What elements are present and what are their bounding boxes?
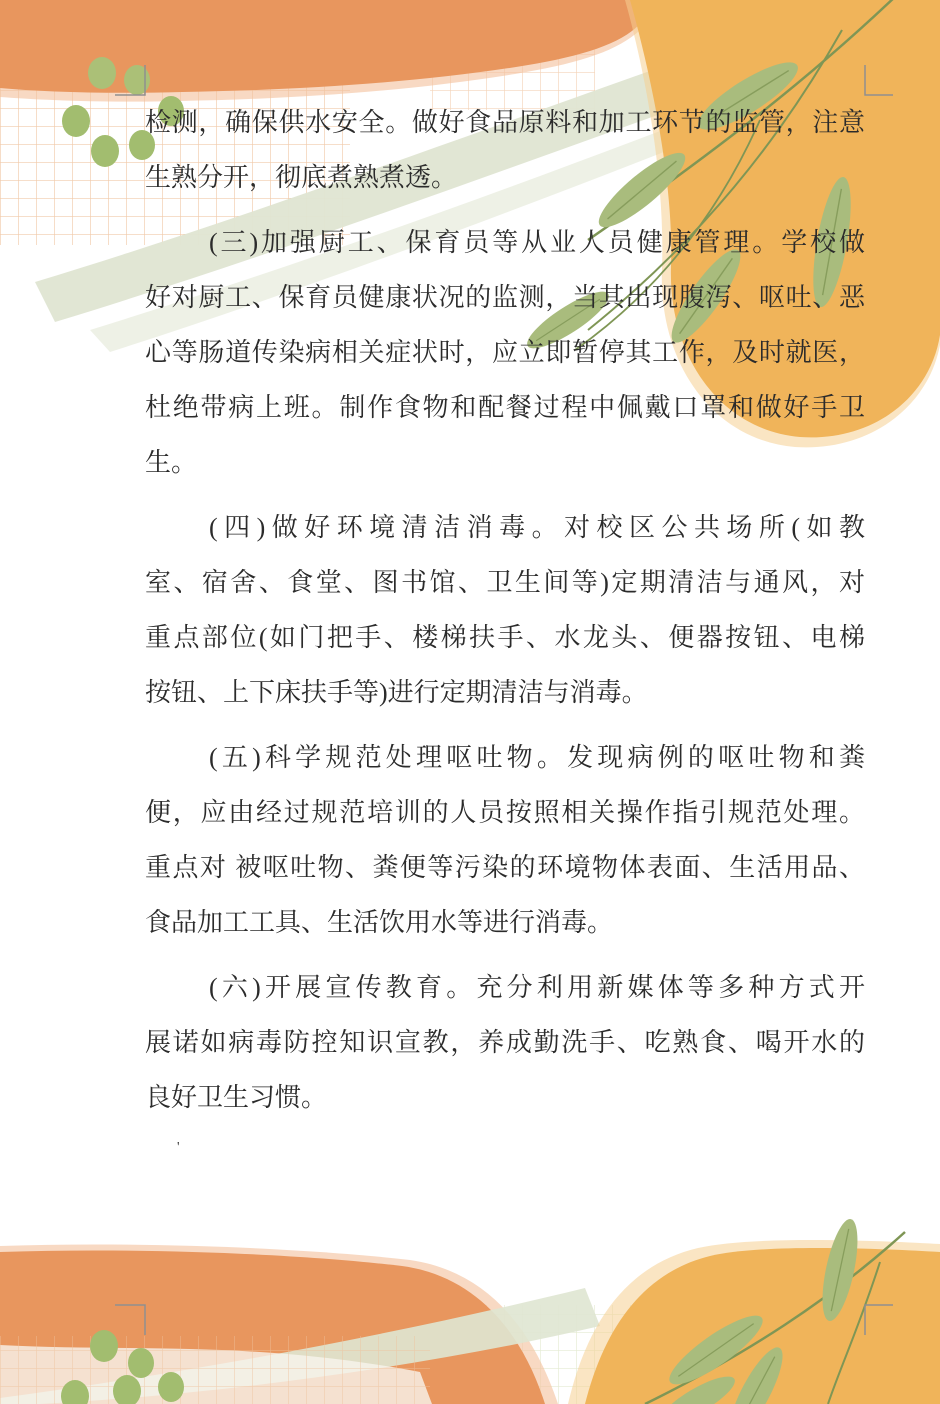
paragraph-continued (145, 95, 865, 205)
text-line: 良好卫生习惯。 (145, 1083, 328, 1112)
text-line: 生。 (145, 448, 198, 477)
stray-mark: ' (177, 1140, 180, 1155)
document-body (145, 95, 865, 1161)
paragraph-section-4 (145, 500, 865, 720)
paragraph-section-3 (145, 215, 865, 490)
text-line: 展诺如病毒防控知识宣教，养成勤洗手、吃熟食、喝开水的 (145, 1028, 865, 1057)
text-line: (五)科学规范处理呕吐物。发现病例的呕吐物和粪 (209, 743, 865, 772)
text-line: (六)开展宣传教育。充分利用新媒体等多种方式开 (209, 973, 865, 1002)
text-line: 好对厨工、保育员健康状况的监测，当其出现腹泻、呕吐、恶 (145, 283, 865, 312)
paragraph-section-5 (145, 730, 865, 950)
text-line: 按钮、上下床扶手等)进行定期清洁与消毒。 (145, 678, 648, 707)
text-line: (四)做好环境清洁消毒。对校区公共场所(如教 (209, 513, 865, 542)
text-line: 重点部位(如门把手、楼梯扶手、水龙头、便器按钮、电梯 (145, 623, 865, 652)
text-line: 杜绝带病上班。制作食物和配餐过程中佩戴口罩和做好手卫 (145, 393, 865, 422)
text-line: 心等肠道传染病相关症状时，应立即暂停其工作，及时就医， (145, 338, 865, 367)
text-line: 便，应由经过规范培训的人员按照相关操作指引规范处理。 (145, 798, 865, 827)
paragraph-section-6 (145, 960, 865, 1125)
text-line: (三)加强厨工、保育员等从业人员健康管理。学校做 (209, 228, 865, 257)
text-line: 食品加工工具、生活饮用水等进行消毒。 (145, 908, 614, 937)
text-line: 室、宿舍、食堂、图书馆、卫生间等)定期清洁与通风，对 (145, 568, 865, 597)
text-line: 生熟分开，彻底煮熟煮透。 (145, 163, 458, 192)
text-line: 重点对 被呕吐物、粪便等污染的环境物体表面、生活用品、 (145, 853, 865, 882)
text-line: 检测，确保供水安全。做好食品原料和加工环节的监管，注意 (145, 108, 865, 137)
